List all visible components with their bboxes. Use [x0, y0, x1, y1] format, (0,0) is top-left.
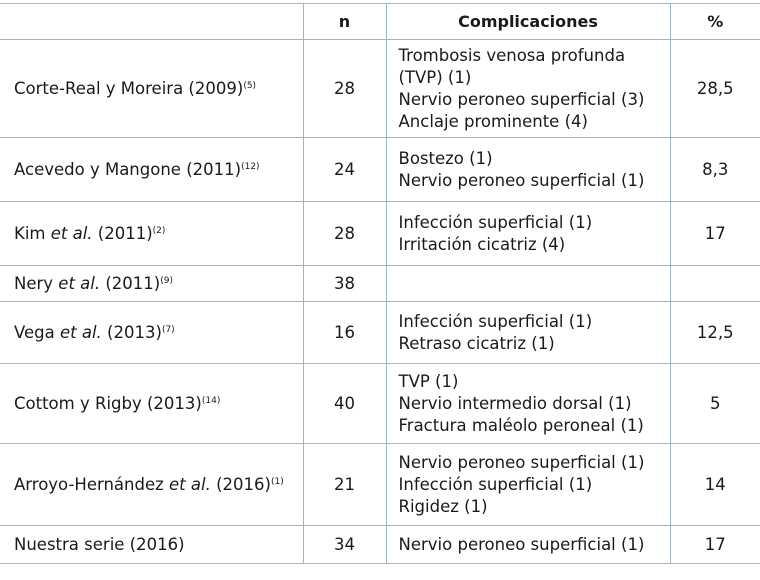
study-reference: (1): [270, 476, 284, 487]
complication-item: Irritación cicatriz (4): [398, 234, 566, 254]
complication-item: TVP (1): [398, 371, 459, 391]
complications-cell: [386, 266, 670, 302]
header-percent: %: [670, 4, 760, 40]
study-cell: [0, 138, 303, 202]
complications-cell: [386, 364, 670, 444]
study-reference: (5): [243, 80, 257, 91]
study-author: Vega: [14, 322, 60, 342]
study-year: (2016): [210, 474, 271, 494]
complication-item: Anclaje prominente (4): [398, 111, 588, 131]
study-reference: (2): [152, 225, 166, 236]
n-cell: 16: [303, 302, 386, 364]
complication-item: Nervio peroneo superficial (1): [398, 452, 645, 472]
study-reference: (9): [160, 275, 173, 286]
complication-item: Nervio peroneo superficial (3): [398, 89, 645, 109]
n-cell: 21: [303, 444, 386, 526]
complication-item: Retraso cicatriz (1): [398, 333, 555, 353]
study-cell: [0, 266, 303, 302]
complications-cell: [386, 40, 670, 138]
study-cell: [0, 302, 303, 364]
table-row: [0, 202, 760, 266]
percent-cell: 8,3: [670, 138, 760, 202]
study-cell: [0, 202, 303, 266]
study-et-al: et al.: [60, 322, 102, 342]
table-row: [0, 444, 760, 526]
n-cell: 38: [303, 266, 386, 302]
percent-cell: [670, 266, 760, 302]
study-year: (2013): [101, 322, 162, 342]
percent-cell: 17: [670, 526, 760, 564]
percent-cell: 12,5: [670, 302, 760, 364]
header-n: n: [303, 4, 386, 40]
table-row: [0, 364, 760, 444]
table-row: [0, 526, 760, 564]
study-year: (2009): [183, 78, 244, 98]
complication-item: Nervio peroneo superficial (1): [398, 170, 645, 190]
n-cell: 28: [303, 40, 386, 138]
complication-item: Bostezo (1): [398, 148, 493, 168]
study-et-al: et al.: [50, 223, 93, 243]
table-body: [0, 40, 760, 564]
complication-item: Nervio peroneo superficial (1): [398, 534, 645, 554]
complication-item: Trombosis venosa profunda: [398, 45, 626, 65]
complication-item: Infección superficial (1): [398, 474, 593, 494]
study-year: (2011): [180, 159, 242, 179]
study-author: Kim: [14, 223, 51, 243]
complication-item: (TVP) (1): [398, 67, 472, 87]
n-cell: 24: [303, 138, 386, 202]
study-author: Corte-Real y Moreira: [14, 78, 184, 98]
study-year: (2011): [100, 273, 161, 293]
study-author: Arroyo-Hernández: [14, 474, 170, 494]
study-cell: [0, 526, 303, 564]
study-cell: [0, 364, 303, 444]
study-cell: [0, 444, 303, 526]
study-reference: (7): [161, 324, 175, 335]
complications-cell: [386, 444, 670, 526]
study-year: (2011): [92, 223, 153, 243]
study-author: Nery: [14, 273, 59, 293]
study-year: (2013): [141, 393, 202, 413]
table-row: [0, 138, 760, 202]
table-row: [0, 302, 760, 364]
percent-cell: 5: [670, 364, 760, 444]
complication-item: Infección superficial (1): [398, 212, 593, 232]
complications-table: [0, 3, 760, 564]
percent-cell: 28,5: [670, 40, 760, 138]
complications-cell: [386, 302, 670, 364]
study-cell: [0, 40, 303, 138]
complication-item: Infección superficial (1): [398, 311, 593, 331]
study-year: (2016): [124, 534, 185, 554]
study-et-al: et al.: [169, 474, 211, 494]
complication-item: Fractura maléolo peroneal (1): [398, 415, 644, 435]
study-reference: (14): [201, 395, 221, 406]
complication-item: Rigidez (1): [398, 496, 488, 516]
n-cell: 40: [303, 364, 386, 444]
header-study: [0, 4, 303, 40]
complications-cell: [386, 202, 670, 266]
header-row: [0, 4, 760, 40]
n-cell: 28: [303, 202, 386, 266]
complications-cell: [386, 526, 670, 564]
complication-item: Nervio intermedio dorsal (1): [398, 393, 632, 413]
study-et-al: et al.: [58, 273, 101, 293]
table-row: [0, 40, 760, 138]
study-author: Cottom y Rigby: [14, 393, 142, 413]
n-cell: 34: [303, 526, 386, 564]
percent-cell: 14: [670, 444, 760, 526]
header-complications: Complicaciones: [386, 4, 670, 40]
study-author: Acevedo y Mangone: [14, 159, 181, 179]
table-row: [0, 266, 760, 302]
study-author: Nuestra serie: [14, 534, 125, 554]
study-reference: (12): [241, 161, 260, 172]
complications-cell: [386, 138, 670, 202]
percent-cell: 17: [670, 202, 760, 266]
